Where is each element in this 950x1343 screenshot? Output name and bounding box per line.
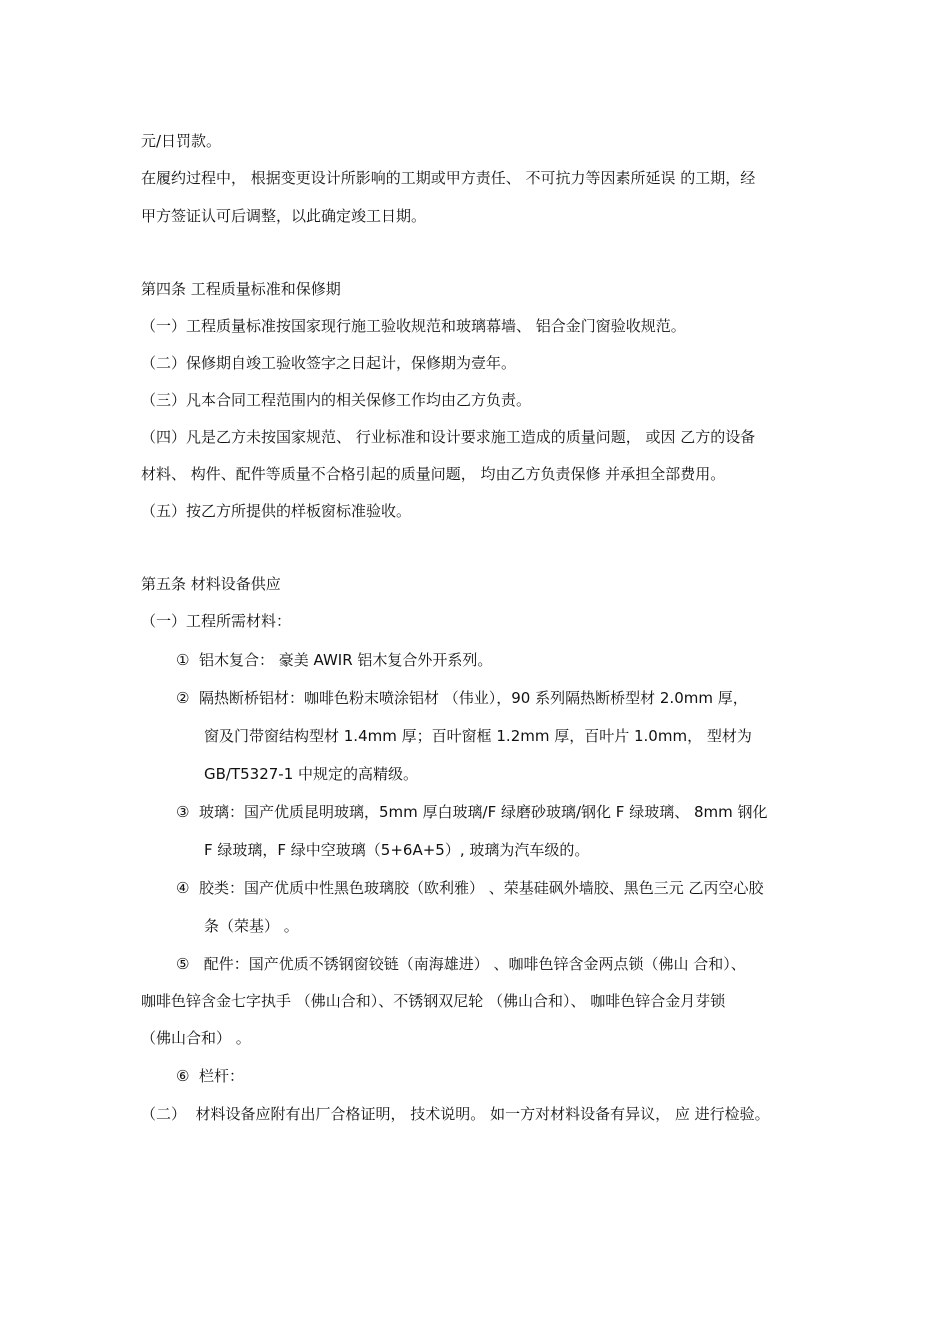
text-line: （二）保修期自竣工验收签字之日起计，保修期为壹年。 <box>141 354 517 372</box>
list-item: ⑤ 配件：国产优质不锈钢窗铰链（南海雄进） 、咖啡色锌含金两点锁（佛山 合和）、 <box>176 955 746 973</box>
list-item: ③ 玻璃：国产优质昆明玻璃，5mm 厚白玻璃/F 绿磨砂玻璃/钢化 F 绿玻璃、 8mm 钢化 <box>176 803 768 821</box>
list-item: ① 铝木复合： 豪美 AWIR 铝木复合外开系列。 <box>176 651 493 669</box>
text-line: GB/T5327-1 中规定的高精级。 <box>204 765 419 783</box>
section-heading: 第五条 材料设备供应 <box>141 575 281 593</box>
text-line: （一）工程所需材料： <box>141 612 292 630</box>
text-line: 元/日罚款。 <box>141 132 222 150</box>
list-item: ④ 胶类：国产优质中性黑色玻璃胶（欧利雅） 、荣基硅砜外墙胶、黑色三元 乙丙空心胶 <box>176 879 764 897</box>
text-line: （四）凡是乙方未按国家规范、 行业标准和设计要求施工造成的质量问题， 或因 乙方的设备 <box>141 428 756 446</box>
text-line: （一）工程质量标准按国家现行施工验收规范和玻璃幕墙、 铝合金门窗验收规范。 <box>141 317 686 335</box>
text-line: （五）按乙方所提供的样板窗标准验收。 <box>141 502 412 520</box>
text-line: （二） 材料设备应附有出厂合格证明， 技术说明。 如一方对材料设备有异议， 应 进行检验。 <box>141 1105 770 1123</box>
text-line: 在履约过程中， 根据变更设计所影响的工期或甲方责任、 不可抗力等因素所延误 的工期，经 <box>141 169 756 187</box>
text-line: （三）凡本合同工程范围内的相关保修工作均由乙方负责。 <box>141 391 532 409</box>
text-line: F 绿玻璃，F 绿中空玻璃（5+6A+5）, 玻璃为汽车级的。 <box>204 841 590 859</box>
list-item: ⑥ 栏杆： <box>176 1067 244 1085</box>
text-line: （佛山合和） 。 <box>141 1029 251 1047</box>
text-line: 甲方签证认可后调整，以此确定竣工日期。 <box>141 207 427 225</box>
text-line: 材料、 构件、配件等质量不合格引起的质量问题， 均由乙方负责保修 并承担全部费用。 <box>141 465 726 483</box>
section-heading: 第四条 工程质量标准和保修期 <box>141 280 341 298</box>
list-item: ② 隔热断桥铝材：咖啡色粉末喷涂铝材 （伟业），90 系列隔热断桥型材 2.0mm 厚， <box>176 689 748 707</box>
text-line: 条（荣基） 。 <box>204 917 299 935</box>
text-line: 咖啡色锌含金七字执手 （佛山合和）、不锈钢双尼轮 （佛山合和）、 咖啡色锌合金月芽锁 <box>141 992 726 1010</box>
text-line: 窗及门带窗结构型材 1.4mm 厚；百叶窗框 1.2mm 厚，百叶片 1.0mm， 型材为 <box>204 727 752 745</box>
